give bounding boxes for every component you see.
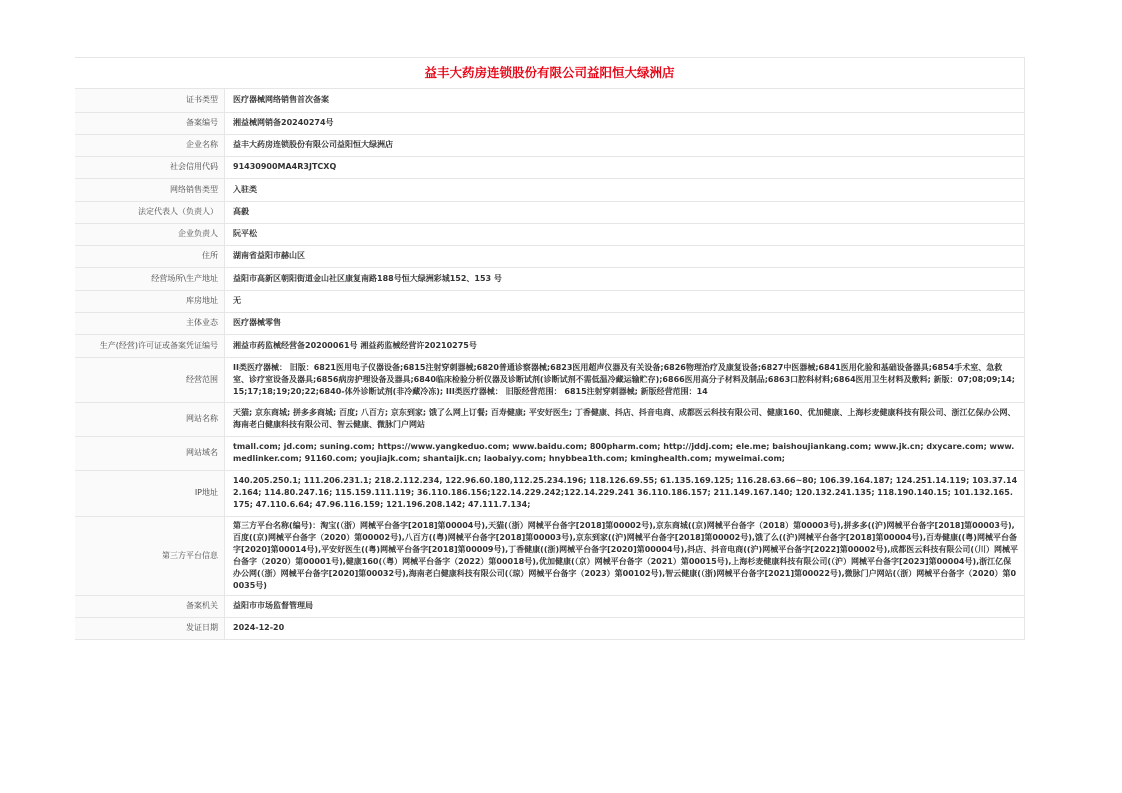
table-row	[75, 617, 1024, 639]
record-sheet	[75, 57, 1025, 640]
row-value: 益阳市高新区朝阳街道金山社区康复南路188号恒大绿洲彩城152、153 号	[225, 267, 1025, 290]
row-label: 企业名称	[75, 134, 225, 156]
table-row	[75, 402, 1024, 436]
row-label: 企业负责人	[75, 223, 225, 245]
table-row	[75, 156, 1024, 178]
table-row	[75, 178, 1024, 201]
row-label: 证书类型	[75, 89, 225, 112]
table-row	[75, 357, 1024, 402]
row-value: 91430900MA4R3JTCXQ	[225, 156, 1025, 178]
row-value: 湖南省益阳市赫山区	[225, 245, 1025, 267]
row-label: 经营范围	[75, 357, 225, 402]
row-label: 网络销售类型	[75, 178, 225, 201]
row-label: 发证日期	[75, 617, 225, 639]
row-value	[225, 402, 1025, 436]
row-value: 湘益市药监械经营备20200061号 湘益药监械经营许20210275号	[225, 334, 1025, 357]
row-label: 生产(经营)许可证或备案凭证编号	[75, 334, 225, 357]
row-label: 住所	[75, 245, 225, 267]
row-value: 无	[225, 290, 1025, 312]
row-value	[225, 516, 1025, 595]
row-value: 入驻类	[225, 178, 1025, 201]
row-label: 第三方平台信息	[75, 516, 225, 595]
row-label: 网站域名	[75, 436, 225, 470]
table-row	[75, 312, 1024, 334]
row-label: 备案编号	[75, 112, 225, 134]
row-label: 库房地址	[75, 290, 225, 312]
row-value: 湘益械网销备20240274号	[225, 112, 1025, 134]
table-row	[75, 201, 1024, 223]
row-label: 社会信用代码	[75, 156, 225, 178]
domains-text: tmall.com; jd.com; suning.com; https://www.yangkeduo.com; www.baidu.com; 800pharm.com; http://jddj.com; ele.me; baishoujiankang.com; www.jk.cn; dxycare.com; www.medlinker.com; 91160.com; youjiajk.com; shantaijk.cn; laobaiyy.com; hnybbea1th.com; kminghealth.com; myweimai.com;	[233, 442, 1015, 463]
third-party-platforms-text: 第三方平台名称(编号)：淘宝(（浙）网械平台备字[2018]第00004号),天猫(（浙）网械平台备字[2018]第00002号),京东商城((京)网械平台备字（2018）第00003号),拼多多((沪)网械平台备字[2018]第00003号),百度((京)网械平台备字（2020）第00002号),八百方((粤)网械平台备字[2018]第00003号),京东到家((沪)网械平台备字[2018]第00002号),饿了么((沪)网械平台备字[2018]第00004号),百寿健康((粤)网械平台备字[2020]第00014号),平安好医生((粤)网械平台备字[2018]第00009号),丁香健康((浙)网械平台备字[2020]第00004号),抖店、抖音电商((沪)网械平台备字[2022]第00002号),成都医云科技有限公司(（川）网械平台备字（2020）第00001号),健康160(（粤）网械平台备字（2022）第00018号),优加健康(（京）网械平台备字（2021）第00015号),上海杉麦健康科技有限公司(（沪）网械平台备字[2023]第00004号),浙江亿保办公网(（浙）网械平台备字[2020]第00032号),海南老白健康科技有限公司(（琼）网械平台备字（2023）第00102号),智云健康(（浙)网械平台备字[2021]第00022号),微脉门户网站(（浙）网械平台备字（2020）第00035号)	[233, 520, 1018, 590]
table-row	[75, 436, 1024, 470]
row-value: 高毅	[225, 201, 1025, 223]
table-row	[75, 267, 1024, 290]
row-value	[225, 470, 1025, 516]
table-row	[75, 112, 1024, 134]
page-title: 益丰大药房连锁股份有限公司益阳恒大绿洲店	[75, 58, 1024, 89]
row-value	[225, 436, 1025, 470]
row-value: 益丰大药房连锁股份有限公司益阳恒大绿洲店	[225, 134, 1025, 156]
row-label: IP地址	[75, 470, 225, 516]
row-value: 阮平松	[225, 223, 1025, 245]
ip-addresses-text: 140.205.250.1; 111.206.231.1; 218.2.112.234, 122.96.60.180,112.25.234.196; 118.126.69.55; 61.135.169.125; 116.28.63.66~80; 106.39.164.187; 124.251.14.119; 103.37.142.164; 114.80.247.16; 115.159.111.119; 36.110.186.156;122.14.229.242;122.14.229.241 36.110.186.157; 211.149.167.140; 120.132.241.135; 118.190.140.15; 101.132.165.175; 47.110.6.64; 47.96.116.159; 121.196.208.142; 47.111.7.134;	[233, 476, 1018, 509]
row-label: 备案机关	[75, 595, 225, 617]
row-value: 2024-12-20	[225, 617, 1025, 639]
website-names-text: 天猫; 京东商城; 拼多多商城; 百度; 八百方; 京东到家; 饿了么网上订餐; 百寿健康; 平安好医生; 丁香健康、抖店、抖音电商、成都医云科技有限公司、健康160、优加健康、上海杉麦健康科技有限公司、浙江亿保办公网、海南老白健康科技有限公司、智云健康、微脉门户网站	[233, 408, 1016, 429]
row-value: 医疗器械网络销售首次备案	[225, 89, 1025, 112]
row-value: 益阳市市场监督管理局	[225, 595, 1025, 617]
table-row	[75, 595, 1024, 617]
table-row	[75, 334, 1024, 357]
table-row	[75, 134, 1024, 156]
table-row	[75, 290, 1024, 312]
row-label: 网站名称	[75, 402, 225, 436]
row-label: 经营场所\生产地址	[75, 267, 225, 290]
table-row	[75, 89, 1024, 112]
row-label: 主体业态	[75, 312, 225, 334]
row-value	[225, 357, 1025, 402]
table-row	[75, 245, 1024, 267]
record-table	[75, 89, 1024, 640]
table-row	[75, 223, 1024, 245]
business-scope-text: II类医疗器械： 旧版：6821医用电子仪器设备;6815注射穿刺器械;6820普通诊察器械;6823医用超声仪器及有关设备;6826物理治疗及康复设备;6827中医器械;6841医用化验和基础设备器具;6854手术室、急救室、诊疗室设备及器具;6856病房护理设备及器具;6840临床检验分析仪器及诊断试剂(诊断试剂不需低温冷藏运输贮存);6866医用高分子材料及制品;6863口腔科材料;6864医用卫生材料及敷料; 新版：07;08;09;14;15;17;18;19;20;22;6840-体外诊断试剂(非冷藏冷冻); III类医疗器械： 旧版经营范围： 6815注射穿刺器械; 新版经营范围：14	[233, 362, 1015, 396]
table-row	[75, 470, 1024, 516]
row-value: 医疗器械零售	[225, 312, 1025, 334]
row-label: 法定代表人（负责人）	[75, 201, 225, 223]
table-row	[75, 516, 1024, 595]
